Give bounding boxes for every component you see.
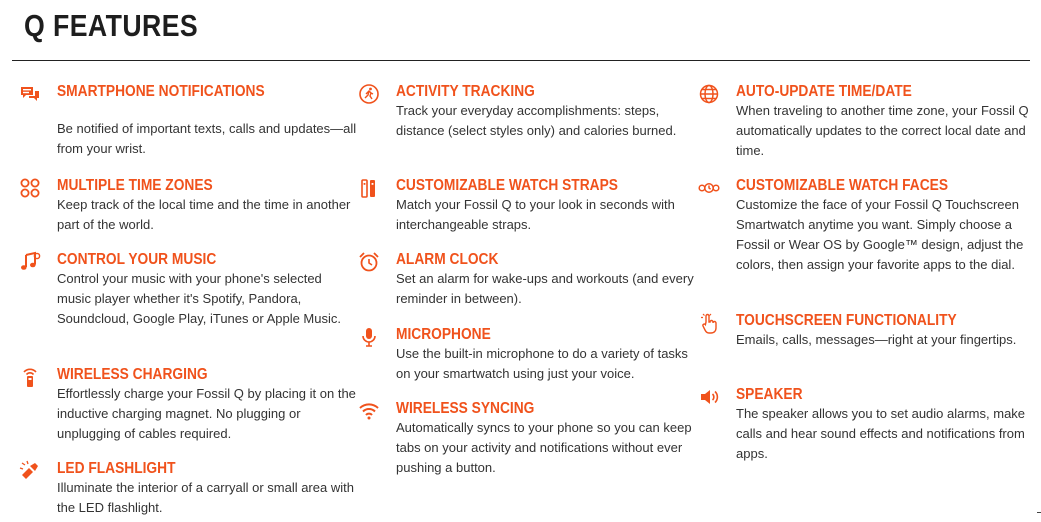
flashlight-icon <box>19 460 41 482</box>
feature-heading: AUTO-UPDATE TIME/DATE <box>736 83 912 100</box>
feature-activity-tracking <box>396 83 696 141</box>
feature-description: Automatically syncs to your phone so you can keep tabs on your activity and notifications without ever pushing a button. <box>396 420 692 475</box>
feature-microphone <box>396 326 696 384</box>
music-note-icon <box>19 251 41 273</box>
feature-multiple-time-zones <box>57 177 357 235</box>
feature-description: When traveling to another time zone, your Fossil Q automatically updates to the correct local date and time. <box>736 103 1029 158</box>
touch-hand-icon <box>698 312 720 334</box>
feature-description: Keep track of the local time and the time in another part of the world. <box>57 197 351 232</box>
title-divider <box>12 60 1030 61</box>
feature-heading: ACTIVITY TRACKING <box>396 83 535 100</box>
feature-description: The speaker allows you to set audio alarms, make calls and hear sound effects and notifications from apps. <box>736 406 1026 461</box>
running-person-icon <box>358 83 380 105</box>
feature-description: Emails, calls, messages—right at your fingertips. <box>736 332 1017 347</box>
feature-alarm-clock <box>396 251 696 309</box>
feature-heading: WIRELESS SYNCING <box>396 400 535 417</box>
feature-touchscreen-functionality <box>736 312 1036 350</box>
feature-customizable-watch-faces <box>736 177 1036 275</box>
feature-heading: SMARTPHONE NOTIFICATIONS <box>57 83 265 100</box>
feature-description: Match your Fossil Q to your look in seconds with interchangeable straps. <box>396 197 675 232</box>
alarm-clock-icon <box>358 251 380 273</box>
speaker-icon <box>698 386 720 408</box>
feature-heading: LED FLASHLIGHT <box>57 460 176 477</box>
globe-icon <box>698 83 720 105</box>
wifi-icon <box>358 400 380 422</box>
feature-description: Effortlessly charge your Fossil Q by placing it on the inductive charging magnet. No plugging or unplugging of cables required. <box>57 386 356 441</box>
feature-customizable-watch-straps <box>396 177 696 235</box>
feature-smartphone-notifications <box>57 83 357 159</box>
feature-description: Use the built-in microphone to do a variety of tasks on your smartwatch using just your voice. <box>396 346 688 381</box>
feature-heading: SPEAKER <box>736 386 803 403</box>
feature-heading: CUSTOMIZABLE WATCH FACES <box>736 177 949 194</box>
feature-description: Illuminate the interior of a carryall or small area with the LED flashlight. <box>57 480 354 515</box>
wireless-charging-icon <box>19 366 41 388</box>
feature-description: Be notified of important texts, calls and updates—all from your wrist. <box>57 121 357 156</box>
page-title: Q FEATURES <box>24 8 199 43</box>
feature-heading: MICROPHONE <box>396 326 491 343</box>
watch-faces-icon <box>698 177 720 199</box>
feature-description: Control your music with your phone's selected music player whether it's Spotify, Pandora, Soundcloud, Google Play, iTunes or Apple Music. <box>57 271 341 326</box>
feature-description: Customize the face of your Fossil Q Touchscreen Smartwatch anytime you want. Simply choose a Fossil or Wear OS by Google™ design, adjust the colors, then assign your favorite apps to the dial. <box>736 197 1024 272</box>
feature-wireless-charging <box>57 366 357 444</box>
feature-speaker <box>736 386 1036 464</box>
feature-description: Set an alarm for wake-ups and workouts (and every reminder in between). <box>396 271 694 306</box>
feature-control-your-music <box>57 251 357 329</box>
feature-heading: CUSTOMIZABLE WATCH STRAPS <box>396 177 618 194</box>
microphone-icon <box>358 326 380 348</box>
chat-bubbles-icon <box>19 83 41 105</box>
feature-description: Track your everyday accomplishments: steps, distance (select styles only) and calories burned. <box>396 103 677 138</box>
feature-wireless-syncing <box>396 400 696 478</box>
multiple-clocks-icon <box>19 177 41 199</box>
watch-straps-icon <box>358 177 380 199</box>
feature-heading: WIRELESS CHARGING <box>57 366 208 383</box>
feature-heading: CONTROL YOUR MUSIC <box>57 251 217 268</box>
corner-mark <box>1037 512 1041 513</box>
feature-heading: TOUCHSCREEN FUNCTIONALITY <box>736 312 957 329</box>
feature-heading: MULTIPLE TIME ZONES <box>57 177 213 194</box>
feature-heading: ALARM CLOCK <box>396 251 499 268</box>
feature-led-flashlight <box>57 460 357 518</box>
feature-auto-update-time-date <box>736 83 1036 161</box>
